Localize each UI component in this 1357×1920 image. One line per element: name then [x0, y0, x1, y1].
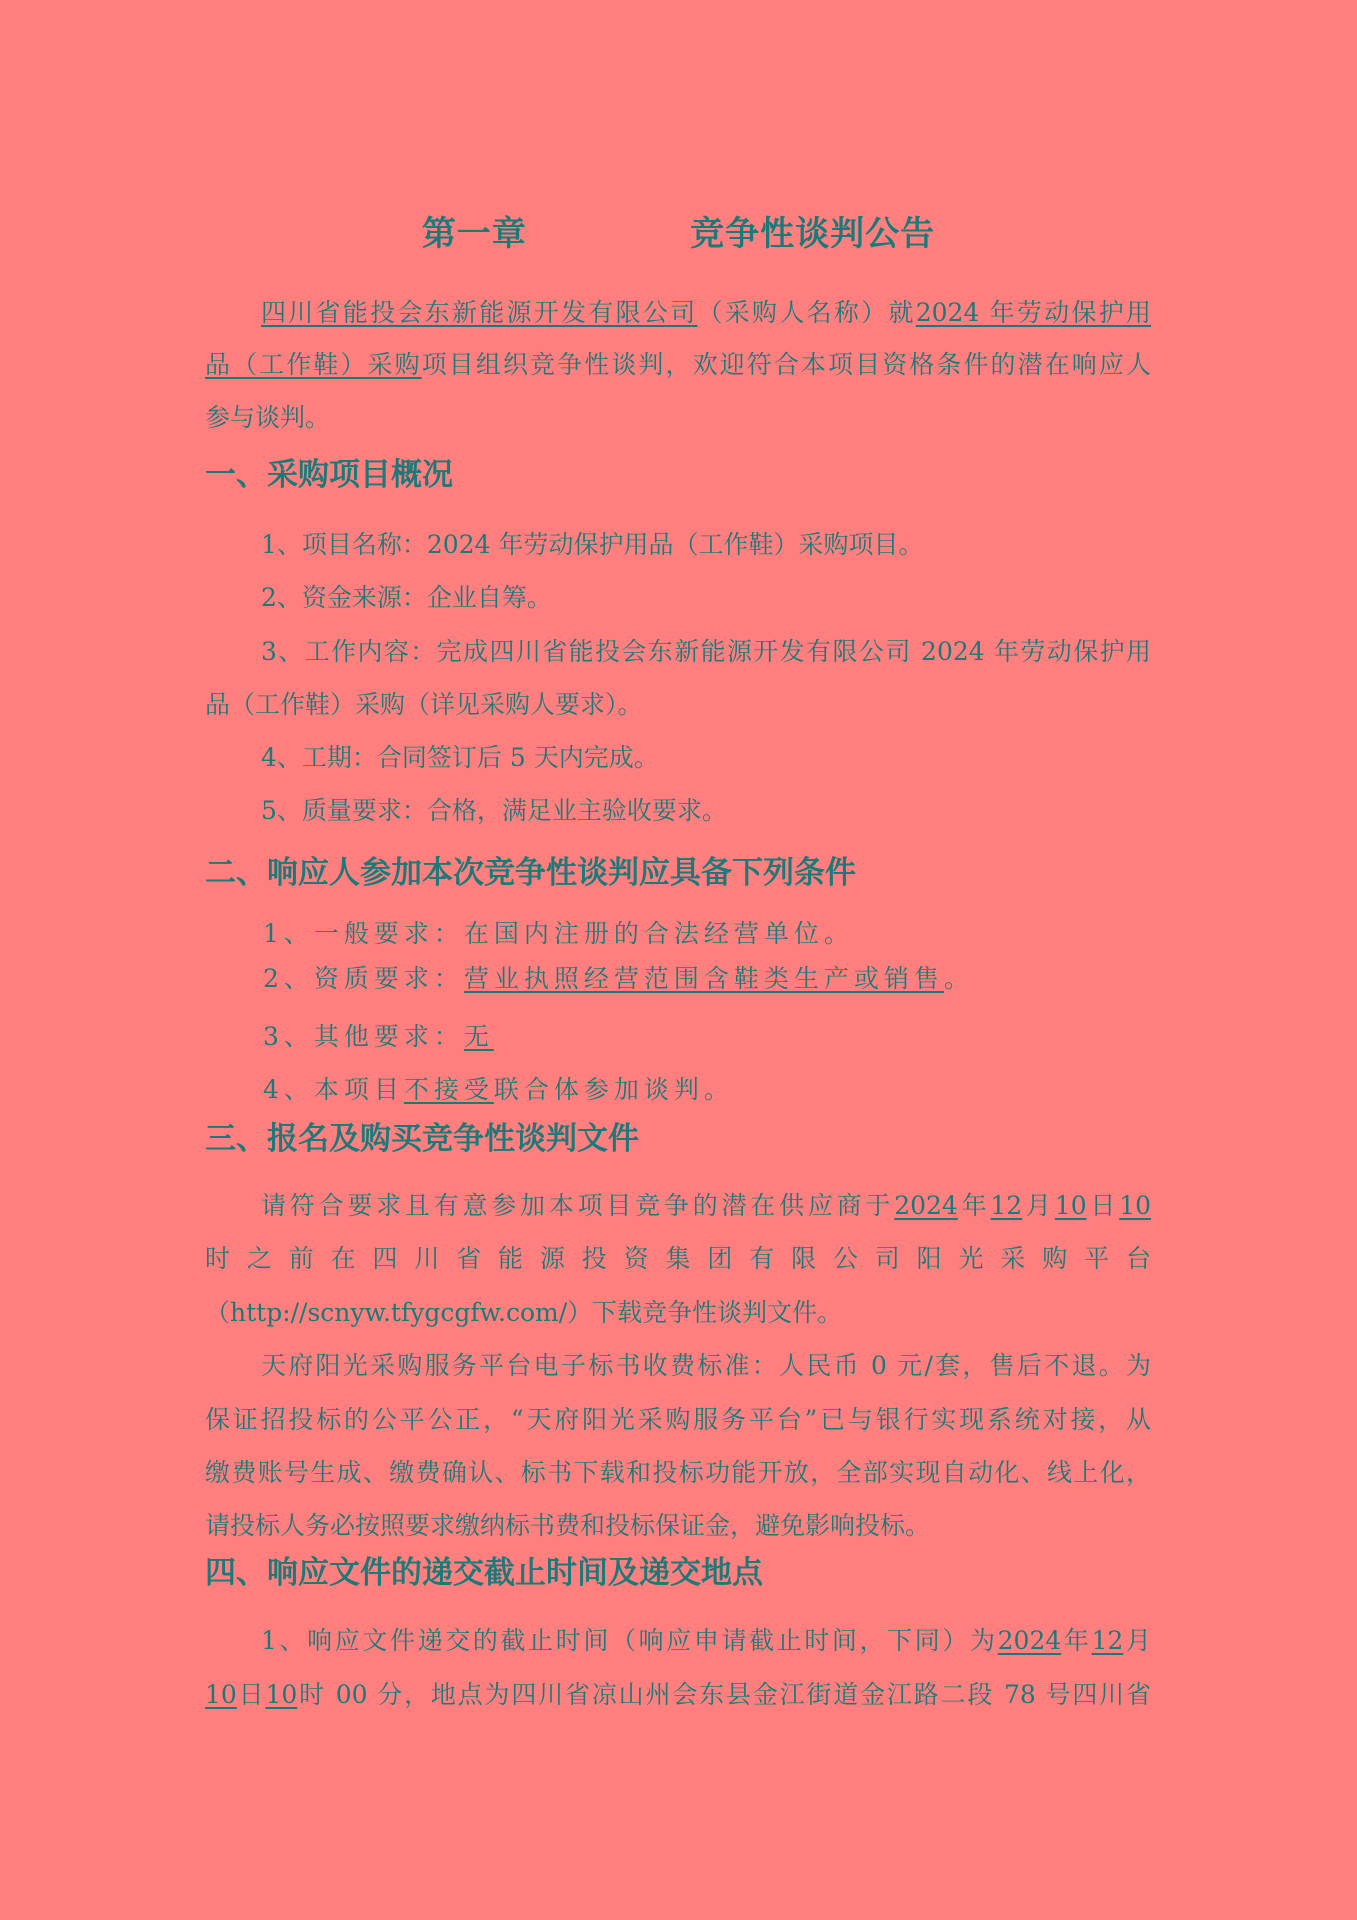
intro-line-3: 参与谈判。 [205, 403, 331, 432]
section1-item5: 5、质量要求：合格，满足业主验收要求。 [261, 796, 727, 825]
section3-p2-line2: 保证招投标的公平公正，“天府阳光采购服务平台”已与银行实现系统对接，从 [205, 1405, 1151, 1434]
submission-deadline-month: 12 [1091, 1626, 1124, 1655]
submission-deadline-day: 10 [205, 1680, 237, 1709]
other-requirement: 无 [463, 1022, 494, 1051]
section3-p2-line1: 天府阳光采购服务平台电子标书收费标准：人民币 0 元/套，售后不退。为 [261, 1351, 1151, 1380]
section1-item3-line1: 3、工作内容：完成四川省能投会东新能源开发有限公司 2024 年劳动保护用 [261, 637, 1151, 666]
section2-item1: 1、一般要求：在国内注册的合法经营单位。 [263, 919, 854, 948]
section1-item1: 1、项目名称：2024 年劳动保护用品（工作鞋）采购项目。 [261, 530, 924, 559]
section1-item3-line2: 品（工作鞋）采购（详见采购人要求）。 [205, 690, 643, 719]
section1-item2: 2、资金来源：企业自筹。 [261, 583, 552, 612]
download-deadline-year: 2024 [894, 1191, 958, 1220]
section3-p1-line3: （http://scnyw.tfygcgfw.com/）下载竞争性谈判文件。 [205, 1298, 843, 1327]
project-name-part2: 品（工作鞋）采购 [205, 350, 422, 379]
buyer-name: 四川省能投会东新能源开发有限公司 [261, 298, 698, 327]
section3-p2-line3: 缴费账号生成、缴费确认、标书下载和投标功能开放，全部实现自动化、线上化， [205, 1458, 1151, 1487]
intro-line-1 [261, 296, 1151, 330]
section1-item4: 4、工期：合同签订后 5 天内完成。 [261, 743, 659, 772]
intro-line-2: 品（工作鞋）采购项目组织竞争性谈判，欢迎符合本项目资格条件的潜在响应人 [205, 350, 1151, 379]
buyer-note: （采购人名称）就 [697, 298, 916, 327]
project-name-part1: 2024 年劳动保护用 [915, 298, 1151, 327]
chapter-title: 第一章 竞争性谈判公告 [421, 214, 936, 254]
download-deadline-day: 10 [1054, 1191, 1087, 1220]
section3-p2-line4: 请投标人务必按照要求缴纳标书费和投标保证金，避免影响投标。 [205, 1511, 931, 1540]
section2-item2: 2、资质要求：营业执照经营范围含鞋类生产或销售。 [263, 964, 974, 993]
section3-p1-line2: 时之前在四川省能源投资集团有限公司阳光采购平台 [205, 1244, 1151, 1273]
consortium-status: 不接受 [403, 1075, 494, 1104]
section3-heading: 三、报名及购买竞争性谈判文件 [205, 1121, 639, 1157]
section4-heading: 四、响应文件的递交截止时间及递交地点 [205, 1555, 763, 1591]
section2-item4: 4、本项目不接受联合体参加谈判。 [263, 1075, 734, 1104]
submission-deadline-year: 2024 [997, 1626, 1062, 1655]
download-deadline-hour: 10 [1119, 1191, 1151, 1220]
section2-heading: 二、响应人参加本次竞争性谈判应具备下列条件 [205, 855, 856, 891]
download-deadline-month: 12 [990, 1191, 1023, 1220]
section4-p1-line2: 10日10时 00 分，地点为四川省凉山州会东县金江街道金江路二段 78 号四川省 [205, 1680, 1151, 1709]
section1-heading: 一、采购项目概况 [205, 457, 453, 493]
qualification-requirement: 营业执照经营范围含鞋类生产或销售 [463, 964, 944, 993]
section3-p1-line1: 请符合要求且有意参加本项目竞争的潜在供应商于2024年12月10日10 [261, 1191, 1151, 1220]
section4-p1-line1: 1、响应文件递交的截止时间（响应申请截止时间，下同）为2024年12月 [261, 1626, 1151, 1655]
section2-item3: 3、其他要求：无 [263, 1022, 494, 1051]
submission-deadline-hour: 10 [265, 1680, 298, 1709]
